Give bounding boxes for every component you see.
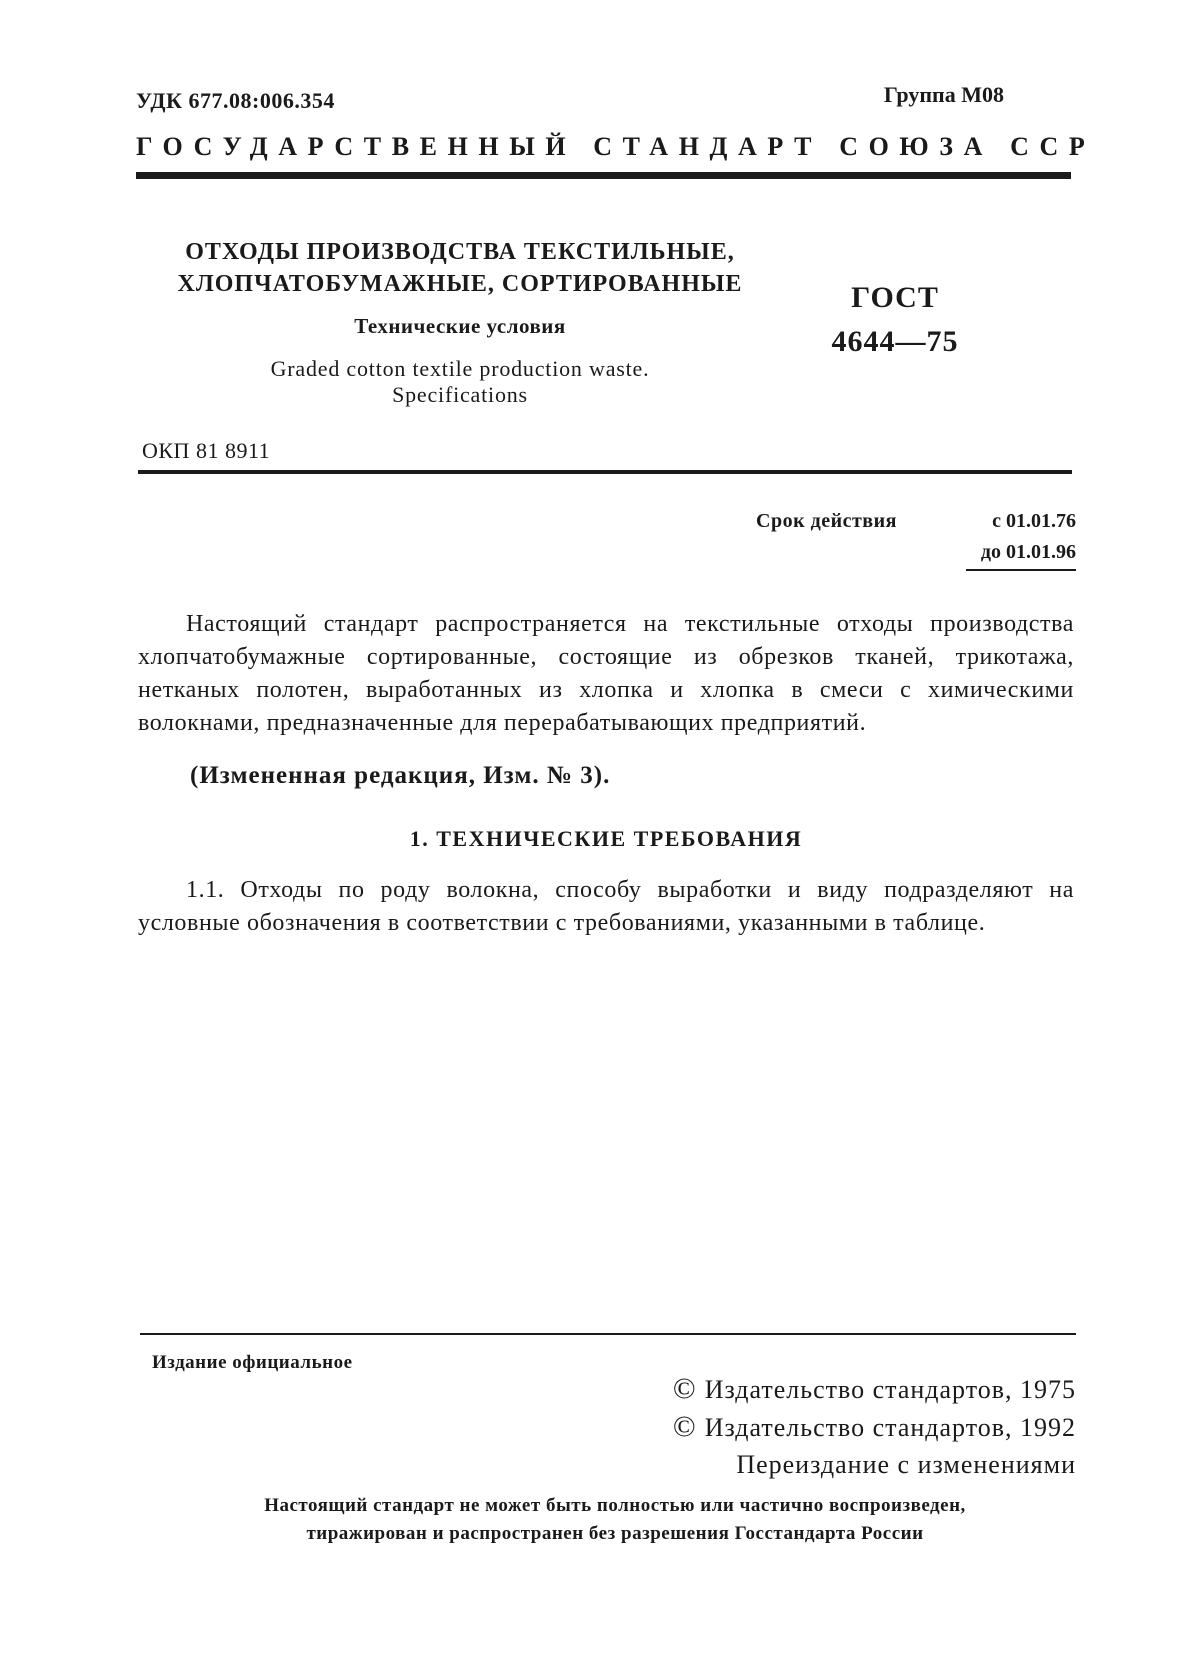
copyright-1992: [600, 1410, 1076, 1444]
notice-line-1: Настоящий стандарт не может быть полностью или частично воспроизведен,: [264, 1495, 966, 1516]
section-heading: 1. ТЕХНИЧЕСКИЕ ТРЕБОВАНИЯ: [409, 826, 803, 851]
official-edition-label: Издание официальное: [152, 1352, 353, 1373]
title-line-2: ХЛОПЧАТОБУМАЖНЫЕ, СОРТИРОВАННЫЕ: [177, 271, 743, 297]
gost-label: ГОСТ: [851, 281, 939, 314]
title-divider: [138, 470, 1072, 474]
validity-label: Срок действия: [756, 510, 897, 532]
notice-line-2: тиражирован и распространен без разрешения Госстандарта России: [306, 1523, 924, 1544]
header-divider: [136, 172, 1071, 179]
gost-number: 4644—75: [831, 325, 959, 358]
english-title: [150, 356, 770, 408]
state-standard-banner: ГОСУДАРСТВЕННЫЙ СТАНДАРТ СОЮЗА ССР: [136, 132, 1096, 161]
copyright-1975: [600, 1372, 1076, 1406]
amendment-note: (Измененная редакция, Изм. № 3).: [190, 762, 611, 789]
english-title-line-1: Graded cotton textile production waste.: [270, 356, 650, 381]
intro-text: Настоящий стандарт распространяется на текстильные отходы производства хлопчатобумажные сортированные, состоящие из обрезков тканей, трикотажа, нетканых полотен, выработанных из хлопка и хлопка в смеси с химическими волокнами, предназначенные для перерабатывающих предприятий.: [138, 611, 1074, 736]
title-line-1: ОТХОДЫ ПРОИЗВОДСТВА ТЕКСТИЛЬНЫЕ,: [185, 239, 735, 265]
validity-from: с 01.01.76: [992, 510, 1076, 532]
copyright-1975-text: Издательство стандартов, 1975: [704, 1375, 1076, 1404]
footer-divider: [140, 1333, 1076, 1335]
validity-dates: [950, 506, 1076, 568]
copyright-icon: ©: [672, 1410, 697, 1443]
gost-designation: [820, 276, 970, 364]
clause-1-1-text: 1.1. Отходы по роду волокна, способу выработки и виду подразделяют на условные обозначения в соответствии с требованиями, указанными в таблице.: [138, 877, 1074, 936]
document-title: [150, 236, 770, 300]
copyright-1992-text: Издательство стандартов, 1992: [704, 1413, 1076, 1442]
intro-paragraph: [138, 608, 1074, 740]
group-code: Группа М08: [883, 82, 1004, 107]
reissue-note: Переиздание с изменениями: [736, 1450, 1076, 1479]
reproduction-notice: [140, 1492, 1090, 1548]
okp-code: ОКП 81 8911: [142, 438, 271, 463]
clause-1-1: [138, 874, 1074, 940]
validity-underline: [966, 569, 1076, 571]
udk-code: УДК 677.08:006.354: [136, 88, 335, 113]
validity-to: до 01.01.96: [980, 541, 1076, 563]
copyright-icon: ©: [672, 1372, 697, 1405]
english-title-line-2: Specifications: [392, 382, 528, 407]
document-subtitle: Технические условия: [354, 314, 566, 338]
